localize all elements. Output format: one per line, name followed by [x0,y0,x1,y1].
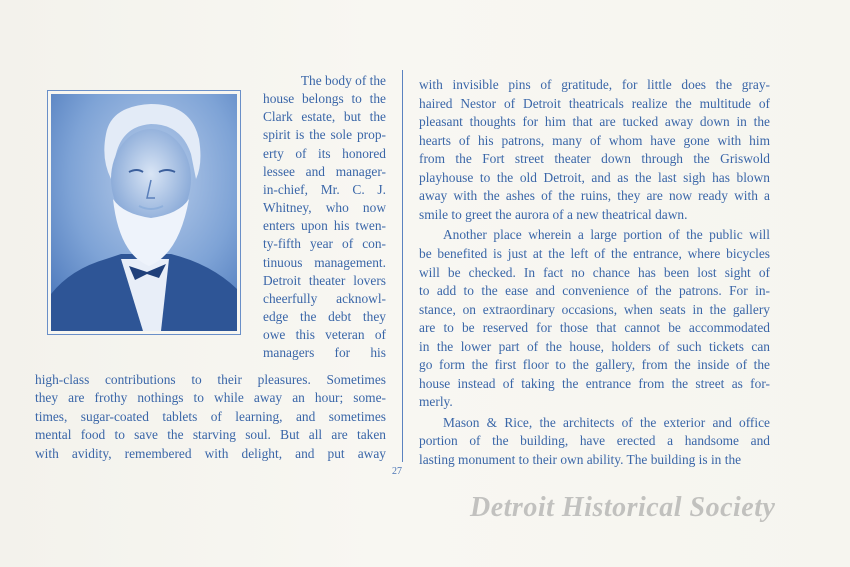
text-line: enters upon his twen- [263,218,386,234]
text-line: Mason & Rice, the architects of the exterior and office [443,414,770,430]
text-line: hearts of his patrons, many of whom have gone with him [419,132,770,148]
text-line: haired Nestor of Detroit theatricals realize the multitude of [419,95,770,111]
page-number: 27 [392,466,402,477]
text-line: playhouse to the old Detroit, and as the last sigh has blown [419,169,770,185]
text-line: Another place wherein a large portion of the public will [443,227,770,243]
text-line: times, sugar-coated tablets of learning, and sometimes [35,408,386,424]
portrait-photo [47,90,241,335]
text-line: cheerfully acknowl- [263,290,386,306]
text-line: smile to greet the aurora of a new theatrical dawn. [419,206,688,222]
text-line: with invisible pins of gratitude, for little does the gray- [419,77,770,92]
text-line: house belongs to the [263,91,386,107]
text-line: tinuous management. [263,254,386,270]
text-line: house instead of taking the entrance from the street as for- [419,375,770,391]
text-line: Whitney, who now [263,200,386,216]
text-line: they are frothy nothings to while away an hour; some- [35,390,386,406]
text-line: Clark estate, but the [263,109,386,125]
portrait-image [51,94,237,331]
text-line: lessee and manager- [263,163,386,179]
text-line: lasting monument to their own ability. The building is in the [419,452,742,467]
text-line: managers for his [263,345,386,361]
text-line: with avidity, remembered with delight, and put away [35,445,386,461]
text-line: in the lower part of the house, holders of such tickets can [419,338,770,354]
text-line: in-chief, Mr. C. J. [263,181,386,197]
text-line: edge the debt they [263,308,386,324]
text-line: away with the ashes of the ruins, they are now ready with a [419,188,770,204]
text-line: merly. [419,394,453,410]
text-line: from the Fort street theater down through the Griswold [419,151,770,167]
text-line: to add to the ease and convenience of the patrons. For in- [419,283,770,299]
text-line: pleasant thoughts for him that are tucked away down in the [419,114,770,130]
text-line: mental food to save the starving soul. But all are taken [35,427,386,443]
text-line: Detroit theater lovers [263,272,386,288]
text-line: go form the first floor to the gallery, from the inside of the [419,357,770,373]
text-line: portion of the building, have erected a handsome and [419,433,770,449]
text-line: be benefited is just at the left of the entrance, where bicycles [419,245,770,261]
text-line: erty of its honored [263,145,386,161]
text-line: ty-fifth year of con- [263,236,386,252]
text-line: owe this veteran of [263,327,386,343]
text-line: are to be reserved for those that cannot be accommodated [419,320,770,336]
text-line: stance, on extraordinary occasions, when seats in the gallery [419,301,770,317]
column-divider [402,70,403,462]
text-line: The body of the [300,73,386,88]
text-line: spirit is the sole prop- [263,127,386,143]
watermark: Detroit Historical Society [470,492,776,523]
text-line: high-class contributions to their pleasures. Sometimes [35,372,386,387]
text-line: will be checked. In fact no chance has been lost sight of [419,264,770,280]
